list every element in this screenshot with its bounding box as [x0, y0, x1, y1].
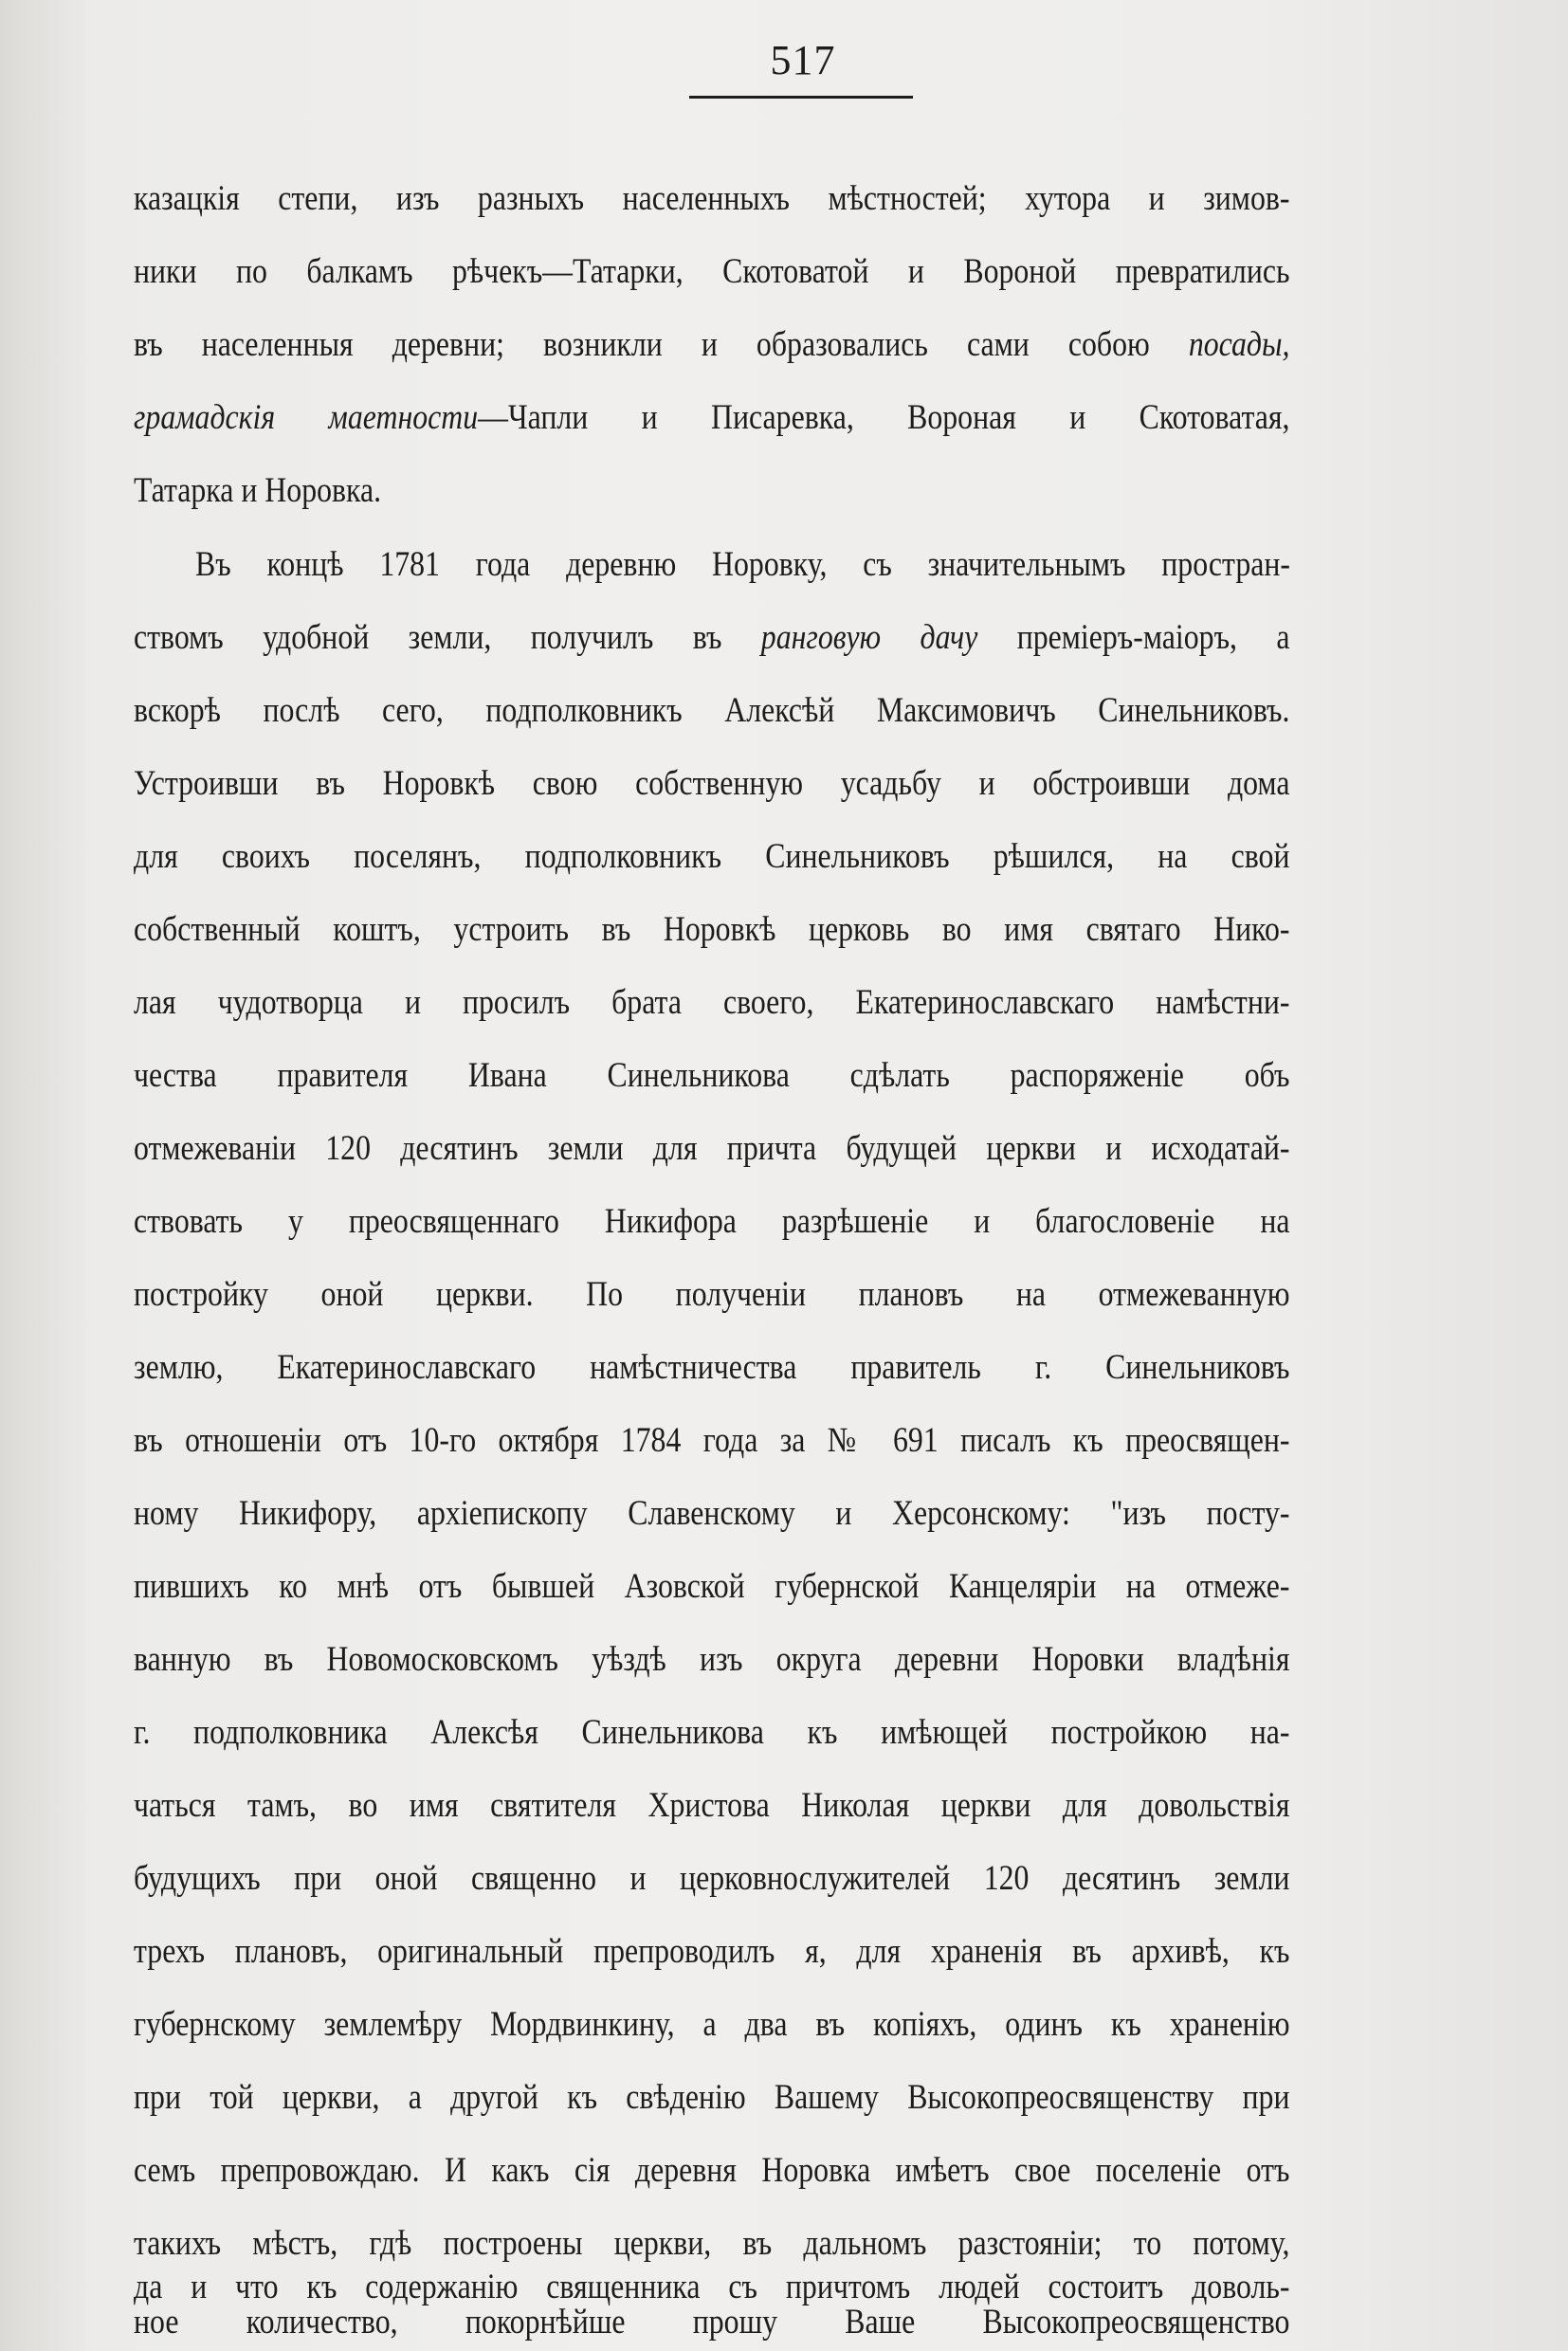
text-line: чаться тамъ, во имя святителя Христова Николая церкви для довольствія [134, 1786, 1290, 1825]
text-line: для своихъ поселянъ, подполковникъ Синельниковъ рѣшился, на свой [134, 837, 1290, 876]
text-line: да и что къ содержанію священника съ причтомъ людей состоитъ доволь- [134, 2268, 1290, 2306]
text-line [134, 317, 1289, 374]
text-line: Татарка и Норовка. [134, 471, 382, 510]
text-line: пившихъ ко мнѣ отъ бывшей Азовской губернской Канцеляріи на отмеже- [134, 1567, 1290, 1606]
italic-phrase: посады, [1188, 325, 1290, 364]
text-line: ствовать у преосвященнаго Никифора разрѣшеніе и благословеніе на [134, 1202, 1290, 1241]
text-line: ное количество, покорнѣйше прошу Ваше Высокопреосвященство [134, 2303, 1290, 2342]
text-line: собственный коштъ, устроить въ Норовкѣ церковь во имя святаго Нико- [134, 910, 1290, 949]
text-line: при той церкви, а другой къ свѣденію Вашему Высокопреосвященству при [134, 2078, 1290, 2117]
text-line: ники по балкамъ рѣчекъ—Татарки, Скотоватой и Вороной превратились [134, 252, 1290, 291]
text-line: Въ концѣ 1781 года деревню Норовку, съ значительнымъ простран- [195, 545, 1290, 584]
text-line: вскорѣ послѣ сего, подполковникъ Алексѣй Максимовичъ Синельниковъ. [134, 691, 1290, 730]
page-number-rule [689, 96, 913, 99]
text-line: въ отношеніи отъ 10-го октября 1784 года за № 691 писалъ къ преосвящен- [134, 1421, 1290, 1460]
text-line: постройку оной церкви. По полученіи плановъ на отмежеванную [134, 1275, 1290, 1314]
text-line [134, 610, 1289, 666]
text-line: г. подполковника Алексѣя Синельникова къ имѣющей постройкою на- [134, 1713, 1290, 1752]
text-run: ствомъ удобной земли, получилъ въ [134, 618, 761, 657]
text-run: —Чапли и Писаревка, Вороная и Скотоватая, [478, 398, 1290, 437]
text-line: Устроивши въ Норовкѣ свою собственную усадьбу и обстроивши дома [134, 764, 1290, 803]
text-run: въ населенныя деревни; возникли и образовались сами собою [134, 325, 1189, 364]
text-line: будущихъ при оной священно и церковнослужителей 120 десятинъ земли [134, 1859, 1290, 1898]
text-line: чества правителя Ивана Синельникова сдѣлать распоряженіе объ [134, 1056, 1290, 1095]
italic-phrase: ранговую дачу [760, 618, 978, 657]
text-line: отмежеваніи 120 десятинъ земли для причта будущей церкви и исходатай- [134, 1129, 1290, 1168]
italic-phrase: грамадскія маетности [134, 398, 479, 437]
text-line: лая чудотворца и просилъ брата своего, Екатеринославскаго намѣстни- [134, 983, 1290, 1022]
text-run: премiеръ-маiоръ, а [977, 618, 1290, 657]
text-line: такихъ мѣстъ, гдѣ построены церкви, въ дальномъ разстояніи; то потому, [134, 2224, 1290, 2263]
text-line: трехъ плановъ, оригинальный препроводилъ я, для храненія въ архивѣ, къ [134, 1932, 1290, 1971]
text-line: казацкія степи, изъ разныхъ населенныхъ мѣстностей; хутора и зимов- [134, 179, 1290, 218]
text-line: ному Никифору, архіепископу Славенскому и Херсонскому: "изъ посту- [134, 1494, 1290, 1533]
text-line: землю, Екатеринославскаго намѣстничества правитель г. Синельниковъ [134, 1348, 1290, 1387]
text-line: семъ препровождаю. И какъ сія деревня Норовка имѣетъ свое поселеніе отъ [134, 2151, 1290, 2190]
text-line: губернскому землемѣру Мордвинкину, а два въ копіяхъ, одинъ къ храненію [134, 2005, 1290, 2044]
text-line: ванную въ Новомосковскомъ уѣздѣ изъ округа деревни Норовки владѣнія [134, 1640, 1290, 1679]
text-line [134, 390, 1289, 447]
page-number: 517 [770, 37, 836, 83]
